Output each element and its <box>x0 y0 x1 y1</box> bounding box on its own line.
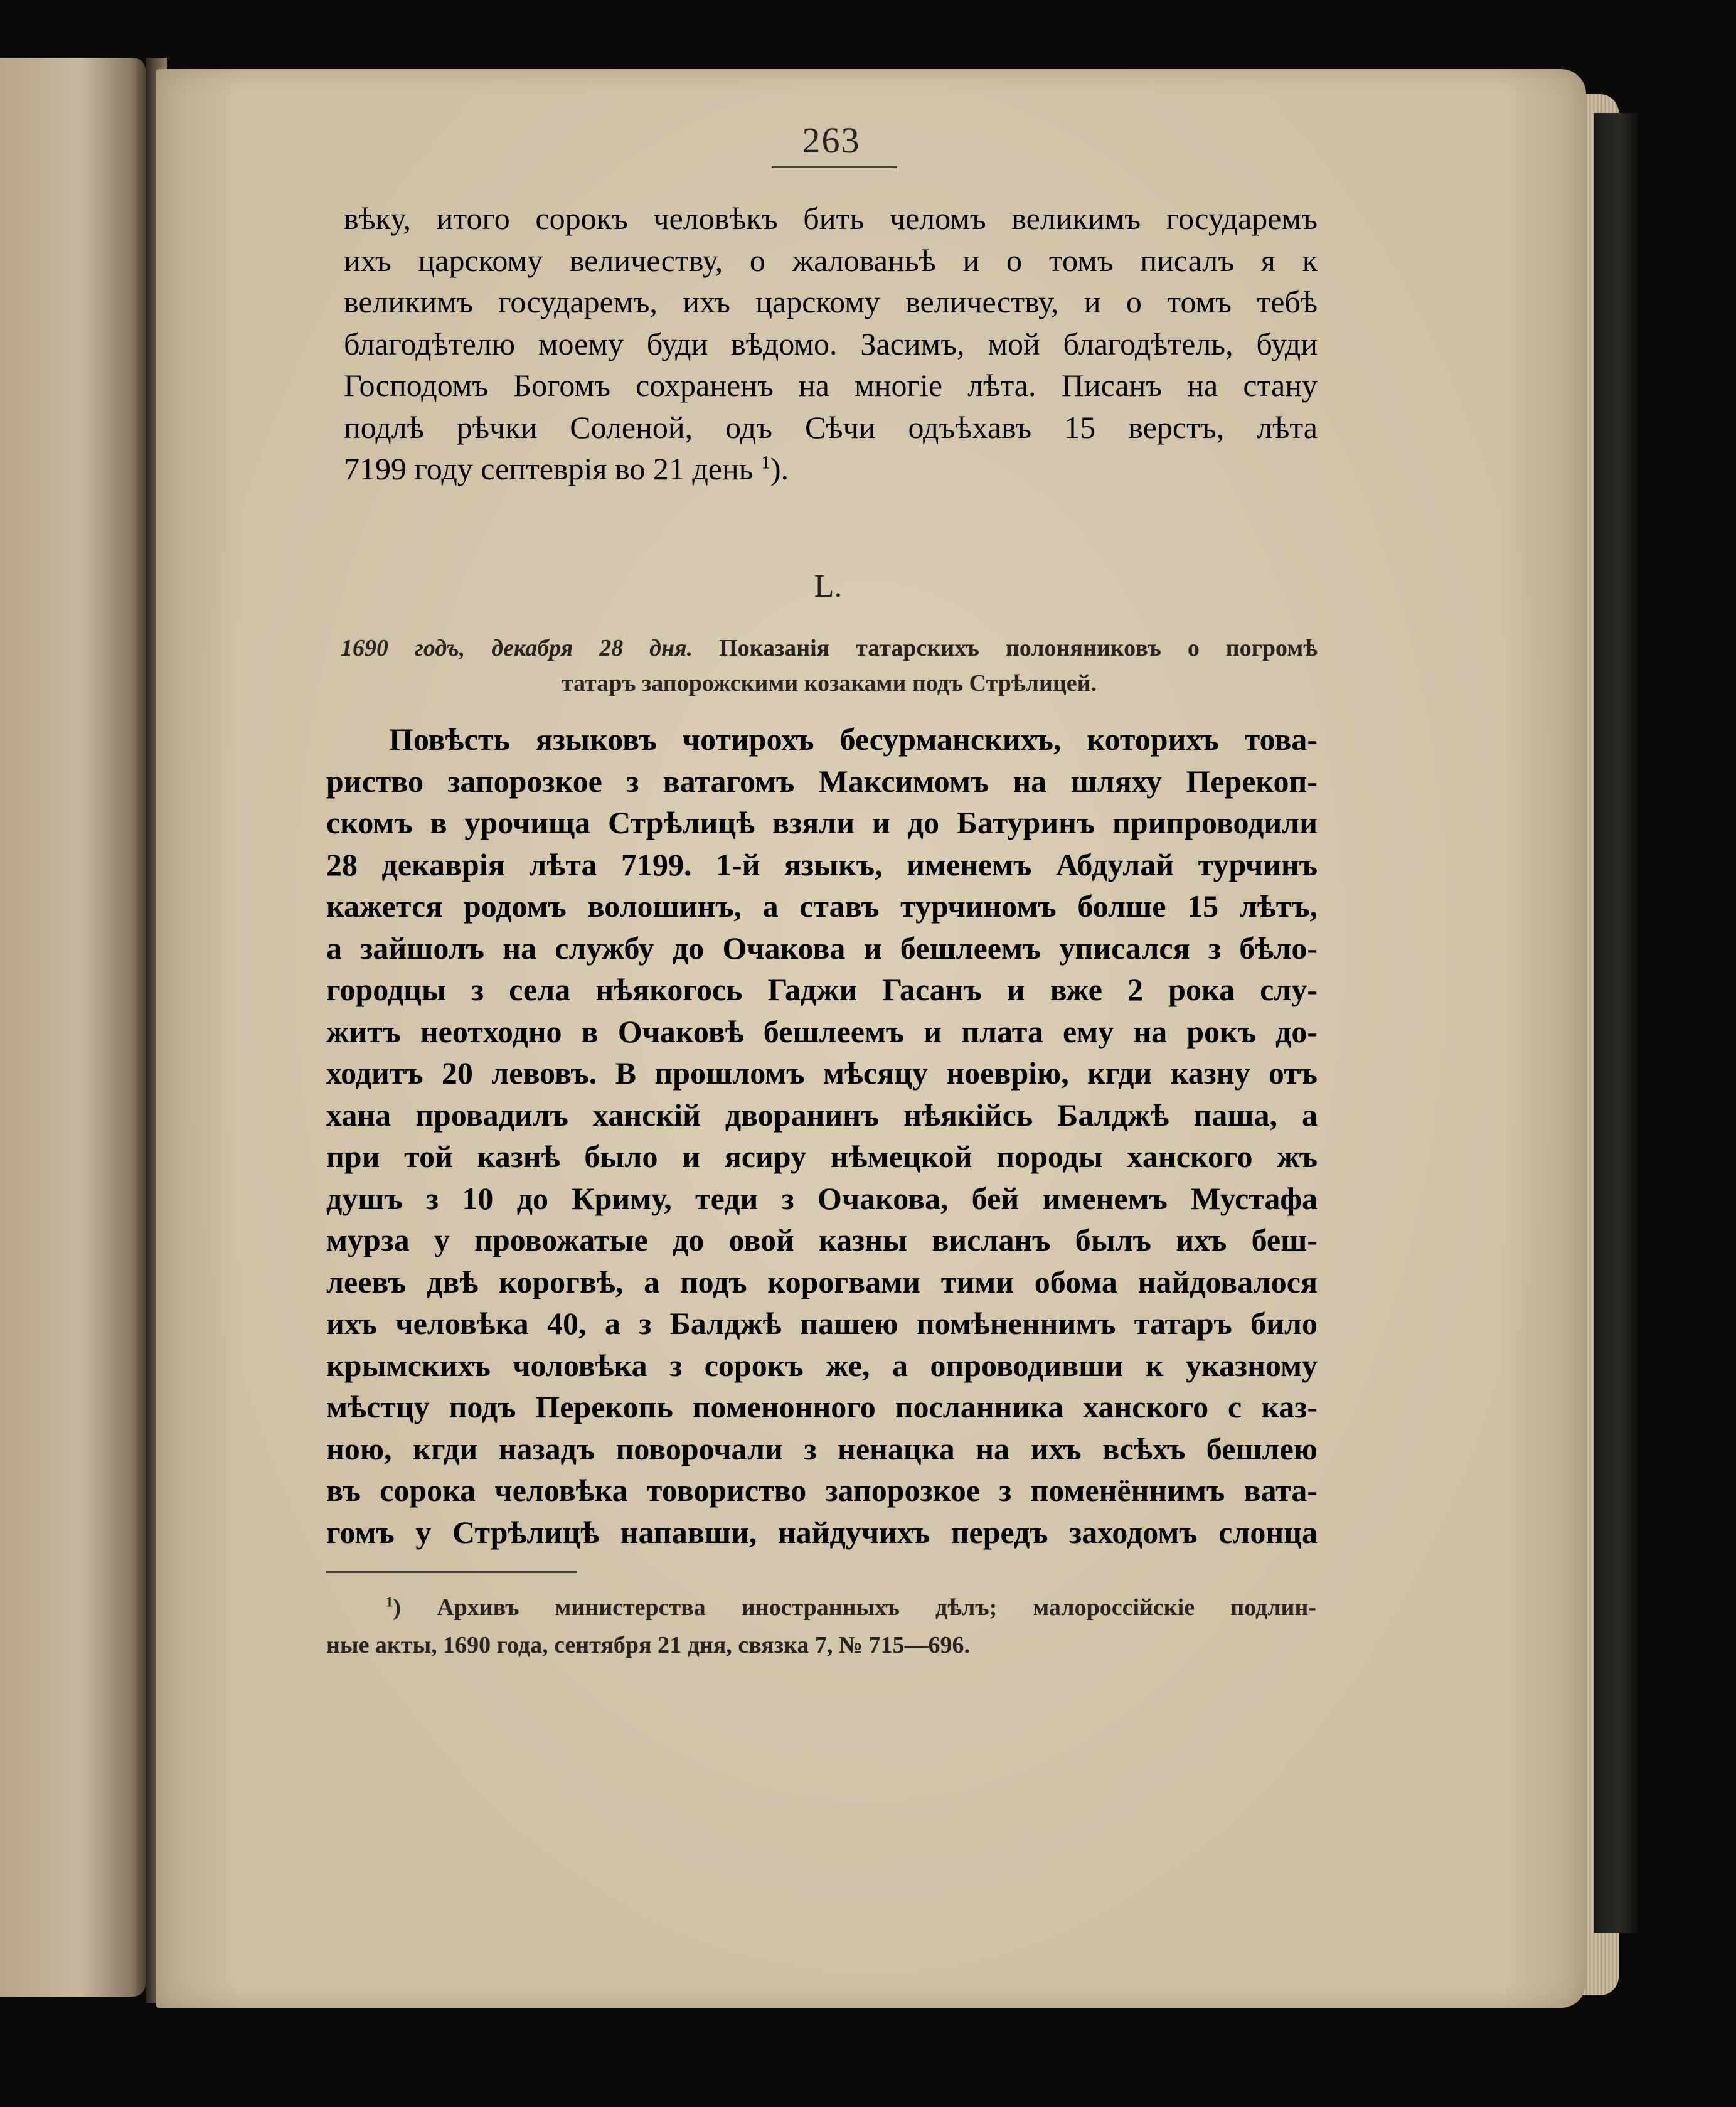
heading-line-1 <box>341 631 1318 666</box>
text-line: подлѣ рѣчки Соленой, одъ Сѣчи одъѣхавъ 15 верстъ, лѣта <box>344 409 1318 445</box>
heading-date: 1690 годъ, декабря 28 дня. <box>341 635 693 661</box>
section-number: L. <box>814 568 843 604</box>
text-line: душъ з 10 до Криму, теди з Очакова, бей именемъ Мустафа <box>326 1180 1318 1216</box>
text-line: риство запорозкое з ватагомъ Максимомъ на шляху Перекоп- <box>326 763 1318 799</box>
text-line: ною, кгди назадъ поворочали з ненацка на ихъ всѣхъ бешлею <box>326 1431 1318 1466</box>
text-line: Господомъ Богомъ сохраненъ на многіе лѣта. Писанъ на стану <box>344 368 1318 403</box>
text-line: благодѣтелю моему буди вѣдомо. Засимъ, мой благодѣтель, буди <box>344 326 1318 361</box>
text-line: городцы з села нѣякогось Гаджи Гасанъ и вже 2 рока слу- <box>326 972 1318 1007</box>
text-line: гомъ у Стрѣлицѣ напавши, найдучихъ передъ заходомъ слонца <box>326 1514 1318 1550</box>
text-line: хана провадилъ ханскій дворанинъ нѣякійсь Балджѣ паша, а <box>326 1097 1318 1133</box>
text-line: ходитъ 20 левовъ. В прошломъ мѣсяцу ноеврію, кгди казну отъ <box>326 1055 1318 1091</box>
text-line: скомъ в урочища Стрѣлицѣ взяли и до Батуринъ припроводили <box>326 805 1318 840</box>
text-line: крымскихъ чоловѣка з сорокъ же, а опроводивши к указному <box>326 1347 1318 1383</box>
book-cover-edge <box>1594 113 1637 1933</box>
footnote-line-1 <box>326 1589 1316 1626</box>
footnote-text: ) Архивъ министерства иностранныхъ дѣлъ; малороссійскіе подлин- <box>393 1594 1316 1621</box>
main-paragraph <box>326 718 1318 1553</box>
text-line-last <box>344 448 1318 490</box>
text-line: великимъ государемъ, ихъ царскому величеству, и о томъ тебѣ <box>344 284 1318 319</box>
text-line-body: 7199 году септеврія во 21 день <box>344 451 754 486</box>
text-line: ихъ человѣка 40, а з Балджѣ пашею помѣненнимъ татаръ било <box>326 1306 1318 1341</box>
text-line: а зайшолъ на службу до Очакова и бешлеемъ уписался з бѣло- <box>326 930 1318 966</box>
footnote-line-2: ные акты, 1690 года, сентября 21 дня, связка 7, № 715—696. <box>326 1632 970 1658</box>
footnote <box>326 1589 1316 1664</box>
left-page-edge <box>0 58 146 1997</box>
text-line: ихъ царскому величеству, о жалованьѣ и о томъ писалъ я к <box>344 242 1318 278</box>
text-line: житъ неотходно в Очаковѣ бешлеемъ и плата ему на рокъ до- <box>326 1013 1318 1049</box>
closing-punctuation: ). <box>770 451 789 486</box>
text-line: въ сорока человѣка товориство запорозкое з поменённимъ вата- <box>326 1473 1318 1508</box>
paragraph-continuation <box>344 198 1318 490</box>
text-line: вѣку, итого сорокъ человѣкъ бить челомъ великимъ государемъ <box>344 201 1318 236</box>
page-number-rule <box>772 166 897 168</box>
document-heading <box>341 631 1318 701</box>
text-line: мурза у провожатые до овой казны висланъ былъ ихъ беш- <box>326 1222 1318 1257</box>
text-line: леевъ двѣ корогвѣ, а подъ корогвами тими обома найдовалося <box>326 1264 1318 1299</box>
text-line: 28 декаврія лѣта 7199. 1-й языкъ, именемъ Абдулай турчинъ <box>326 846 1318 882</box>
page-number: 263 <box>802 120 861 161</box>
text-line: кажется родомъ волошинъ, а ставъ турчиномъ болше 15 лѣтъ, <box>326 888 1318 924</box>
heading-title: Показанія татарскихъ полоняниковъ о погромѣ <box>719 635 1318 661</box>
footnote-mark: 1 <box>386 1594 393 1610</box>
heading-line-2: татаръ запорожскими козаками подъ Стрѣлицей. <box>561 670 1097 696</box>
footnote-reference: 1 <box>761 452 771 473</box>
text-line: при той казнѣ было и ясиру нѣмецкой породы ханского жъ <box>326 1139 1318 1174</box>
text-line: Повѣсть языковъ чотирохъ бесурманскихъ, которихъ това- <box>389 722 1318 757</box>
footnote-rule <box>326 1571 577 1573</box>
text-line: мѣстцу подъ Перекопь поменонного посланника ханского с каз- <box>326 1389 1318 1424</box>
